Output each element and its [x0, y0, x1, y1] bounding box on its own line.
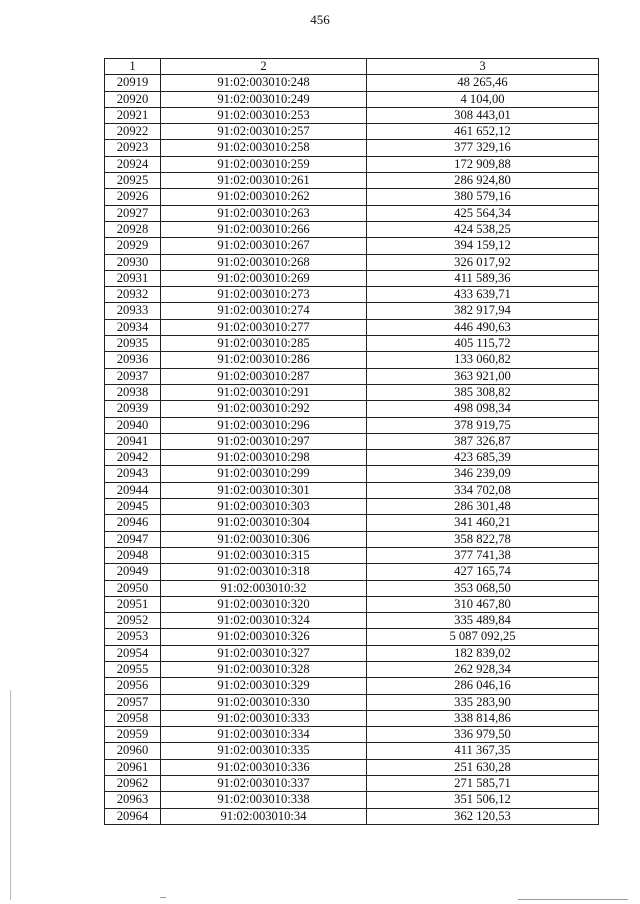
table-row: [105, 727, 599, 743]
cadastral-number-cell: 91:02:003010:261: [161, 173, 367, 189]
table-row: [105, 287, 599, 303]
table-row: [105, 368, 599, 384]
column-header-3: 3: [367, 59, 599, 75]
cadastral-number-cell: 91:02:003010:336: [161, 759, 367, 775]
table-row: [105, 254, 599, 270]
value-cell: 341 460,21: [367, 515, 599, 531]
row-number-cell: 20962: [105, 776, 161, 792]
table-body: [105, 75, 599, 825]
value-cell: 334 702,08: [367, 482, 599, 498]
table-row: [105, 515, 599, 531]
table-row: [105, 678, 599, 694]
row-number-cell: 20925: [105, 173, 161, 189]
cadastral-number-cell: 91:02:003010:248: [161, 75, 367, 91]
value-cell: 351 506,12: [367, 792, 599, 808]
row-number-cell: 20944: [105, 482, 161, 498]
row-number-cell: 20946: [105, 515, 161, 531]
table-row: [105, 107, 599, 123]
table-row: [105, 499, 599, 515]
value-cell: 377 329,16: [367, 140, 599, 156]
row-number-cell: 20933: [105, 303, 161, 319]
cadastral-number-cell: 91:02:003010:286: [161, 352, 367, 368]
table-row: [105, 645, 599, 661]
row-number-cell: 20945: [105, 499, 161, 515]
table-row: [105, 401, 599, 417]
value-cell: 335 489,84: [367, 613, 599, 629]
row-number-cell: 20939: [105, 401, 161, 417]
row-number-cell: 20936: [105, 352, 161, 368]
row-number-cell: 20951: [105, 596, 161, 612]
value-cell: 182 839,02: [367, 645, 599, 661]
row-number-cell: 20926: [105, 189, 161, 205]
row-number-cell: 20927: [105, 205, 161, 221]
table-row: [105, 613, 599, 629]
row-number-cell: 20932: [105, 287, 161, 303]
cadastral-number-cell: 91:02:003010:34: [161, 808, 367, 824]
table-row: [105, 336, 599, 352]
value-cell: 446 490,63: [367, 319, 599, 335]
cadastral-number-cell: 91:02:003010:303: [161, 499, 367, 515]
value-cell: 385 308,82: [367, 384, 599, 400]
value-cell: 335 283,90: [367, 694, 599, 710]
value-cell: 353 068,50: [367, 580, 599, 596]
data-table: [104, 58, 599, 825]
table-row: [105, 221, 599, 237]
cadastral-number-cell: 91:02:003010:327: [161, 645, 367, 661]
row-number-cell: 20924: [105, 156, 161, 172]
row-number-cell: 20947: [105, 531, 161, 547]
table-row: [105, 156, 599, 172]
table-row: [105, 661, 599, 677]
value-cell: 363 921,00: [367, 368, 599, 384]
table-row: [105, 384, 599, 400]
value-cell: 498 098,34: [367, 401, 599, 417]
cadastral-number-cell: 91:02:003010:263: [161, 205, 367, 221]
value-cell: 286 046,16: [367, 678, 599, 694]
cadastral-number-cell: 91:02:003010:267: [161, 238, 367, 254]
row-number-cell: 20942: [105, 450, 161, 466]
cadastral-number-cell: 91:02:003010:285: [161, 336, 367, 352]
row-number-cell: 20923: [105, 140, 161, 156]
table-row: [105, 319, 599, 335]
cadastral-number-cell: 91:02:003010:291: [161, 384, 367, 400]
value-cell: 251 630,28: [367, 759, 599, 775]
table-row: [105, 189, 599, 205]
cadastral-number-cell: 91:02:003010:324: [161, 613, 367, 629]
cadastral-number-cell: 91:02:003010:32: [161, 580, 367, 596]
cadastral-number-cell: 91:02:003010:296: [161, 417, 367, 433]
value-cell: 336 979,50: [367, 727, 599, 743]
table-row: [105, 91, 599, 107]
cadastral-number-cell: 91:02:003010:287: [161, 368, 367, 384]
value-cell: 338 814,86: [367, 710, 599, 726]
cadastral-number-cell: 91:02:003010:315: [161, 547, 367, 563]
value-cell: 378 919,75: [367, 417, 599, 433]
row-number-cell: 20954: [105, 645, 161, 661]
cadastral-number-cell: 91:02:003010:259: [161, 156, 367, 172]
row-number-cell: 20948: [105, 547, 161, 563]
cadastral-number-cell: 91:02:003010:277: [161, 319, 367, 335]
value-cell: 380 579,16: [367, 189, 599, 205]
cadastral-number-cell: 91:02:003010:333: [161, 710, 367, 726]
row-number-cell: 20959: [105, 727, 161, 743]
value-cell: 48 265,46: [367, 75, 599, 91]
row-number-cell: 20963: [105, 792, 161, 808]
table-row: [105, 564, 599, 580]
cadastral-number-cell: 91:02:003010:318: [161, 564, 367, 580]
cadastral-number-cell: 91:02:003010:329: [161, 678, 367, 694]
value-cell: 286 301,48: [367, 499, 599, 515]
row-number-cell: 20949: [105, 564, 161, 580]
table-row: [105, 792, 599, 808]
table-row: [105, 205, 599, 221]
table-row: [105, 417, 599, 433]
cadastral-number-cell: 91:02:003010:292: [161, 401, 367, 417]
row-number-cell: 20928: [105, 221, 161, 237]
row-number-cell: 20930: [105, 254, 161, 270]
value-cell: 382 917,94: [367, 303, 599, 319]
cadastral-number-cell: 91:02:003010:266: [161, 221, 367, 237]
row-number-cell: 20955: [105, 661, 161, 677]
bottom-dash-mark: [518, 899, 628, 900]
value-cell: 286 924,80: [367, 173, 599, 189]
row-number-cell: 20958: [105, 710, 161, 726]
value-cell: 310 467,80: [367, 596, 599, 612]
cadastral-number-cell: 91:02:003010:258: [161, 140, 367, 156]
cadastral-number-cell: 91:02:003010:269: [161, 270, 367, 286]
row-number-cell: 20929: [105, 238, 161, 254]
table-row: [105, 173, 599, 189]
row-number-cell: 20952: [105, 613, 161, 629]
cadastral-number-cell: 91:02:003010:273: [161, 287, 367, 303]
cadastral-number-cell: 91:02:003010:301: [161, 482, 367, 498]
row-number-cell: 20941: [105, 433, 161, 449]
table-row: [105, 303, 599, 319]
value-cell: 411 367,35: [367, 743, 599, 759]
value-cell: 425 564,34: [367, 205, 599, 221]
column-header-2: 2: [161, 59, 367, 75]
cadastral-number-cell: 91:02:003010:297: [161, 433, 367, 449]
table-row: [105, 124, 599, 140]
table-row: [105, 140, 599, 156]
value-cell: 423 685,39: [367, 450, 599, 466]
cadastral-number-cell: 91:02:003010:338: [161, 792, 367, 808]
row-number-cell: 20922: [105, 124, 161, 140]
value-cell: 377 741,38: [367, 547, 599, 563]
table-header-row: [105, 59, 599, 75]
table-row: [105, 450, 599, 466]
table-row: [105, 352, 599, 368]
row-number-cell: 20938: [105, 384, 161, 400]
value-cell: 5 087 092,25: [367, 629, 599, 645]
table-row: [105, 238, 599, 254]
table-row: [105, 466, 599, 482]
value-cell: 405 115,72: [367, 336, 599, 352]
cadastral-number-cell: 91:02:003010:249: [161, 91, 367, 107]
cadastral-number-cell: 91:02:003010:320: [161, 596, 367, 612]
cadastral-number-cell: 91:02:003010:337: [161, 776, 367, 792]
value-cell: 362 120,53: [367, 808, 599, 824]
value-cell: 411 589,36: [367, 270, 599, 286]
table-row: [105, 759, 599, 775]
column-header-1: 1: [105, 59, 161, 75]
row-number-cell: 20960: [105, 743, 161, 759]
value-cell: 172 909,88: [367, 156, 599, 172]
row-number-cell: 20934: [105, 319, 161, 335]
value-cell: 133 060,82: [367, 352, 599, 368]
row-number-cell: 20943: [105, 466, 161, 482]
table-row: [105, 776, 599, 792]
value-cell: 4 104,00: [367, 91, 599, 107]
value-cell: 358 822,78: [367, 531, 599, 547]
value-cell: 461 652,12: [367, 124, 599, 140]
row-number-cell: 20919: [105, 75, 161, 91]
margin-line: [10, 690, 11, 900]
cadastral-number-cell: 91:02:003010:326: [161, 629, 367, 645]
cadastral-number-cell: 91:02:003010:268: [161, 254, 367, 270]
row-number-cell: 20931: [105, 270, 161, 286]
table-row: [105, 710, 599, 726]
value-cell: 394 159,12: [367, 238, 599, 254]
row-number-cell: 20935: [105, 336, 161, 352]
value-cell: 271 585,71: [367, 776, 599, 792]
row-number-cell: 20921: [105, 107, 161, 123]
value-cell: 308 443,01: [367, 107, 599, 123]
table-row: [105, 270, 599, 286]
table-row: [105, 694, 599, 710]
row-number-cell: 20920: [105, 91, 161, 107]
table-row: [105, 531, 599, 547]
table-row: [105, 629, 599, 645]
row-number-cell: 20953: [105, 629, 161, 645]
cadastral-number-cell: 91:02:003010:257: [161, 124, 367, 140]
cadastral-number-cell: 91:02:003010:299: [161, 466, 367, 482]
value-cell: 326 017,92: [367, 254, 599, 270]
table-row: [105, 808, 599, 824]
row-number-cell: 20956: [105, 678, 161, 694]
row-number-cell: 20950: [105, 580, 161, 596]
cadastral-number-cell: 91:02:003010:335: [161, 743, 367, 759]
value-cell: 262 928,34: [367, 661, 599, 677]
cadastral-number-cell: 91:02:003010:334: [161, 727, 367, 743]
row-number-cell: 20937: [105, 368, 161, 384]
cadastral-number-cell: 91:02:003010:330: [161, 694, 367, 710]
row-number-cell: 20961: [105, 759, 161, 775]
cadastral-number-cell: 91:02:003010:274: [161, 303, 367, 319]
value-cell: 433 639,71: [367, 287, 599, 303]
table-row: [105, 743, 599, 759]
cadastral-number-cell: 91:02:003010:298: [161, 450, 367, 466]
table-row: [105, 433, 599, 449]
cadastral-number-cell: 91:02:003010:306: [161, 531, 367, 547]
table-row: [105, 75, 599, 91]
table-row: [105, 482, 599, 498]
bottom-dot-mark: [160, 897, 166, 898]
table-row: [105, 596, 599, 612]
page-number: 456: [310, 12, 330, 27]
cadastral-number-cell: 91:02:003010:253: [161, 107, 367, 123]
value-cell: 427 165,74: [367, 564, 599, 580]
cadastral-number-cell: 91:02:003010:328: [161, 661, 367, 677]
value-cell: 424 538,25: [367, 221, 599, 237]
value-cell: 387 326,87: [367, 433, 599, 449]
cadastral-number-cell: 91:02:003010:304: [161, 515, 367, 531]
table-row: [105, 547, 599, 563]
value-cell: 346 239,09: [367, 466, 599, 482]
cadastral-number-cell: 91:02:003010:262: [161, 189, 367, 205]
row-number-cell: 20957: [105, 694, 161, 710]
row-number-cell: 20964: [105, 808, 161, 824]
table-row: [105, 580, 599, 596]
row-number-cell: 20940: [105, 417, 161, 433]
